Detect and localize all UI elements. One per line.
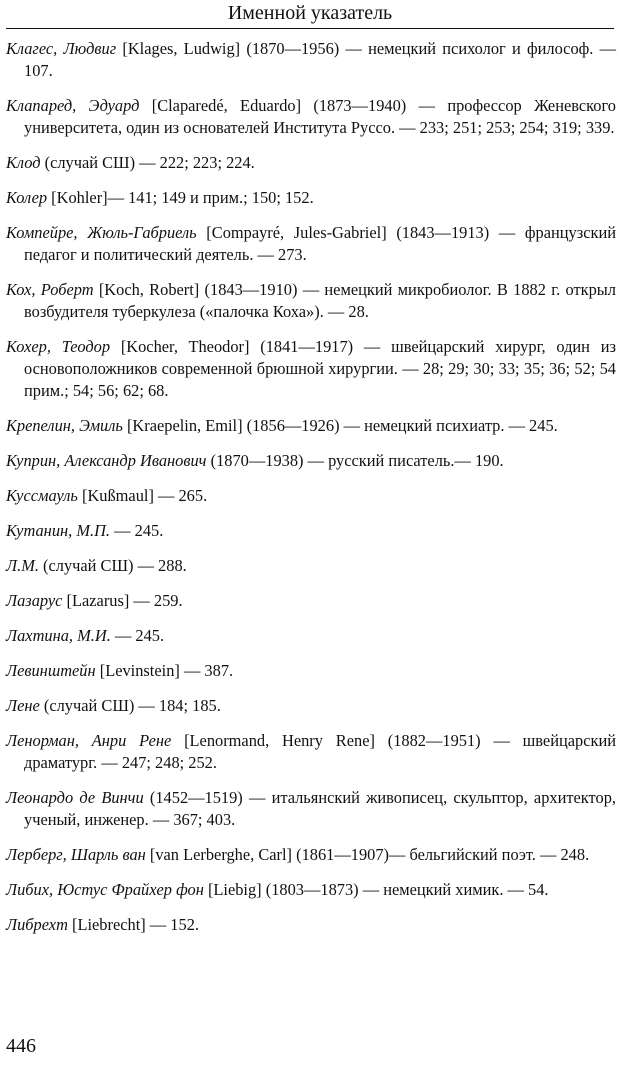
entry-text: (случай СШ) — 288.: [38, 556, 187, 575]
index-entry: [6, 520, 616, 542]
entry-text: [Levinstein] — 387.: [95, 661, 234, 680]
entry-text: (случай СШ) — 222; 223; 224.: [40, 153, 255, 172]
entry-name: Лазарус: [6, 591, 63, 610]
entry-text: [Kohler]— 141; 149 и прим.; 150; 152.: [47, 188, 314, 207]
entry-text: [Compayré, Jules-Gabriel] (1843—1913) — французский педагог и политический деятель. — 273.: [24, 223, 616, 264]
index-entry: [6, 555, 616, 577]
index-entry: [6, 660, 616, 682]
entry-name: Либих, Юстус Фрайхер фон: [6, 880, 204, 899]
entry-text: [Kraepelin, Emil] (1856—1926) — немецкий психиатр. — 245.: [122, 416, 558, 435]
index-entry: [6, 590, 616, 612]
entry-text: (1452—1519) — итальянский живописец, скульптор, архитектор, ученый, инженер. — 367; 403.: [24, 788, 616, 829]
entry-text: [van Lerberghe, Carl] (1861—1907)— бельгийский поэт. — 248.: [145, 845, 590, 864]
entry-text: [Liebrecht] — 152.: [67, 915, 199, 934]
entry-text: [Kußmaul] — 265.: [77, 486, 208, 505]
index-entry: [6, 222, 616, 266]
index-entry: [6, 152, 616, 174]
entry-name: Лене: [6, 696, 40, 715]
entry-name: Куприн, Александр Иванович: [6, 451, 207, 470]
index-entry: [6, 187, 616, 209]
entry-name: Компейре, Жюль-Габриель: [6, 223, 197, 242]
index-entry: [6, 625, 616, 647]
index-entry: [6, 695, 616, 717]
index-entry: [6, 415, 616, 437]
entry-name: Лерберг, Шарль ван: [6, 845, 146, 864]
index-entry: [6, 914, 616, 936]
index-entry: [6, 336, 616, 402]
page-number: 446: [6, 1035, 36, 1057]
index-entry: [6, 844, 616, 866]
entry-name: Колер: [6, 188, 48, 207]
entry-text: — 245.: [110, 626, 165, 645]
entry-text: [Lazarus] — 259.: [62, 591, 183, 610]
entry-name: Крепелин, Эмиль: [6, 416, 123, 435]
entry-name: Кох, Роберт: [6, 280, 94, 299]
entry-name: Кутанин, М.П.: [6, 521, 111, 540]
entry-name: Либрехт: [6, 915, 68, 934]
index-entry: [6, 787, 616, 831]
index-entry-list: [6, 38, 616, 949]
index-entry: [6, 730, 616, 774]
entry-name: Лахтина, М.И.: [6, 626, 111, 645]
index-entry: [6, 95, 616, 139]
running-head-title: Именной указатель: [227, 2, 393, 24]
entry-name: Кохер, Теодор: [6, 337, 111, 356]
entry-name: Левинштейн: [6, 661, 96, 680]
index-entry: [6, 279, 616, 323]
index-entry: [6, 485, 616, 507]
entry-text: [Klages, Ludwig] (1870—1956) — немецкий психолог и философ. — 107.: [24, 39, 616, 80]
entry-name: Клагес, Людвиг: [6, 39, 117, 58]
index-entry: [6, 450, 616, 472]
entry-name: Ленорман, Анри Рене: [6, 731, 172, 750]
entry-text: [Koch, Robert] (1843—1910) — немецкий микробиолог. В 1882 г. открыл возбудителя туберкулеза («палочка Коха»). — 28.: [24, 280, 616, 321]
entry-name: Леонардо де Винчи: [6, 788, 144, 807]
entry-text: (1870—1938) — русский писатель.— 190.: [206, 451, 504, 470]
index-entry: [6, 38, 616, 82]
entry-text: [Claparedé, Eduardo] (1873—1940) — профессор Женевского университета, один из основателей Института Руссо. — 233; 251; 253; 254; 319; 339.: [24, 96, 616, 137]
entry-text: — 245.: [110, 521, 164, 540]
header-rule: [6, 28, 614, 29]
entry-name: Куссмауль: [6, 486, 78, 505]
entry-text: [Liebig] (1803—1873) — немецкий химик. — 54.: [203, 880, 549, 899]
entry-name: Клод: [6, 153, 41, 172]
index-entry: [6, 879, 616, 901]
entry-text: [Kocher, Theodor] (1841—1917) — швейцарский хирург, один из основоположников современной брюшной хирургии. — 28; 29; 30; 33; 35; 36; 52; 54 прим.; 54; 56; 62; 68.: [24, 337, 616, 400]
entry-text: (случай СШ) — 184; 185.: [39, 696, 221, 715]
entry-text: [Lenormand, Henry Rene] (1882—1951) — швейцарский драматург. — 247; 248; 252.: [24, 731, 616, 772]
entry-name: Л.М.: [6, 556, 39, 575]
entry-name: Клапаред, Эдуард: [6, 96, 140, 115]
